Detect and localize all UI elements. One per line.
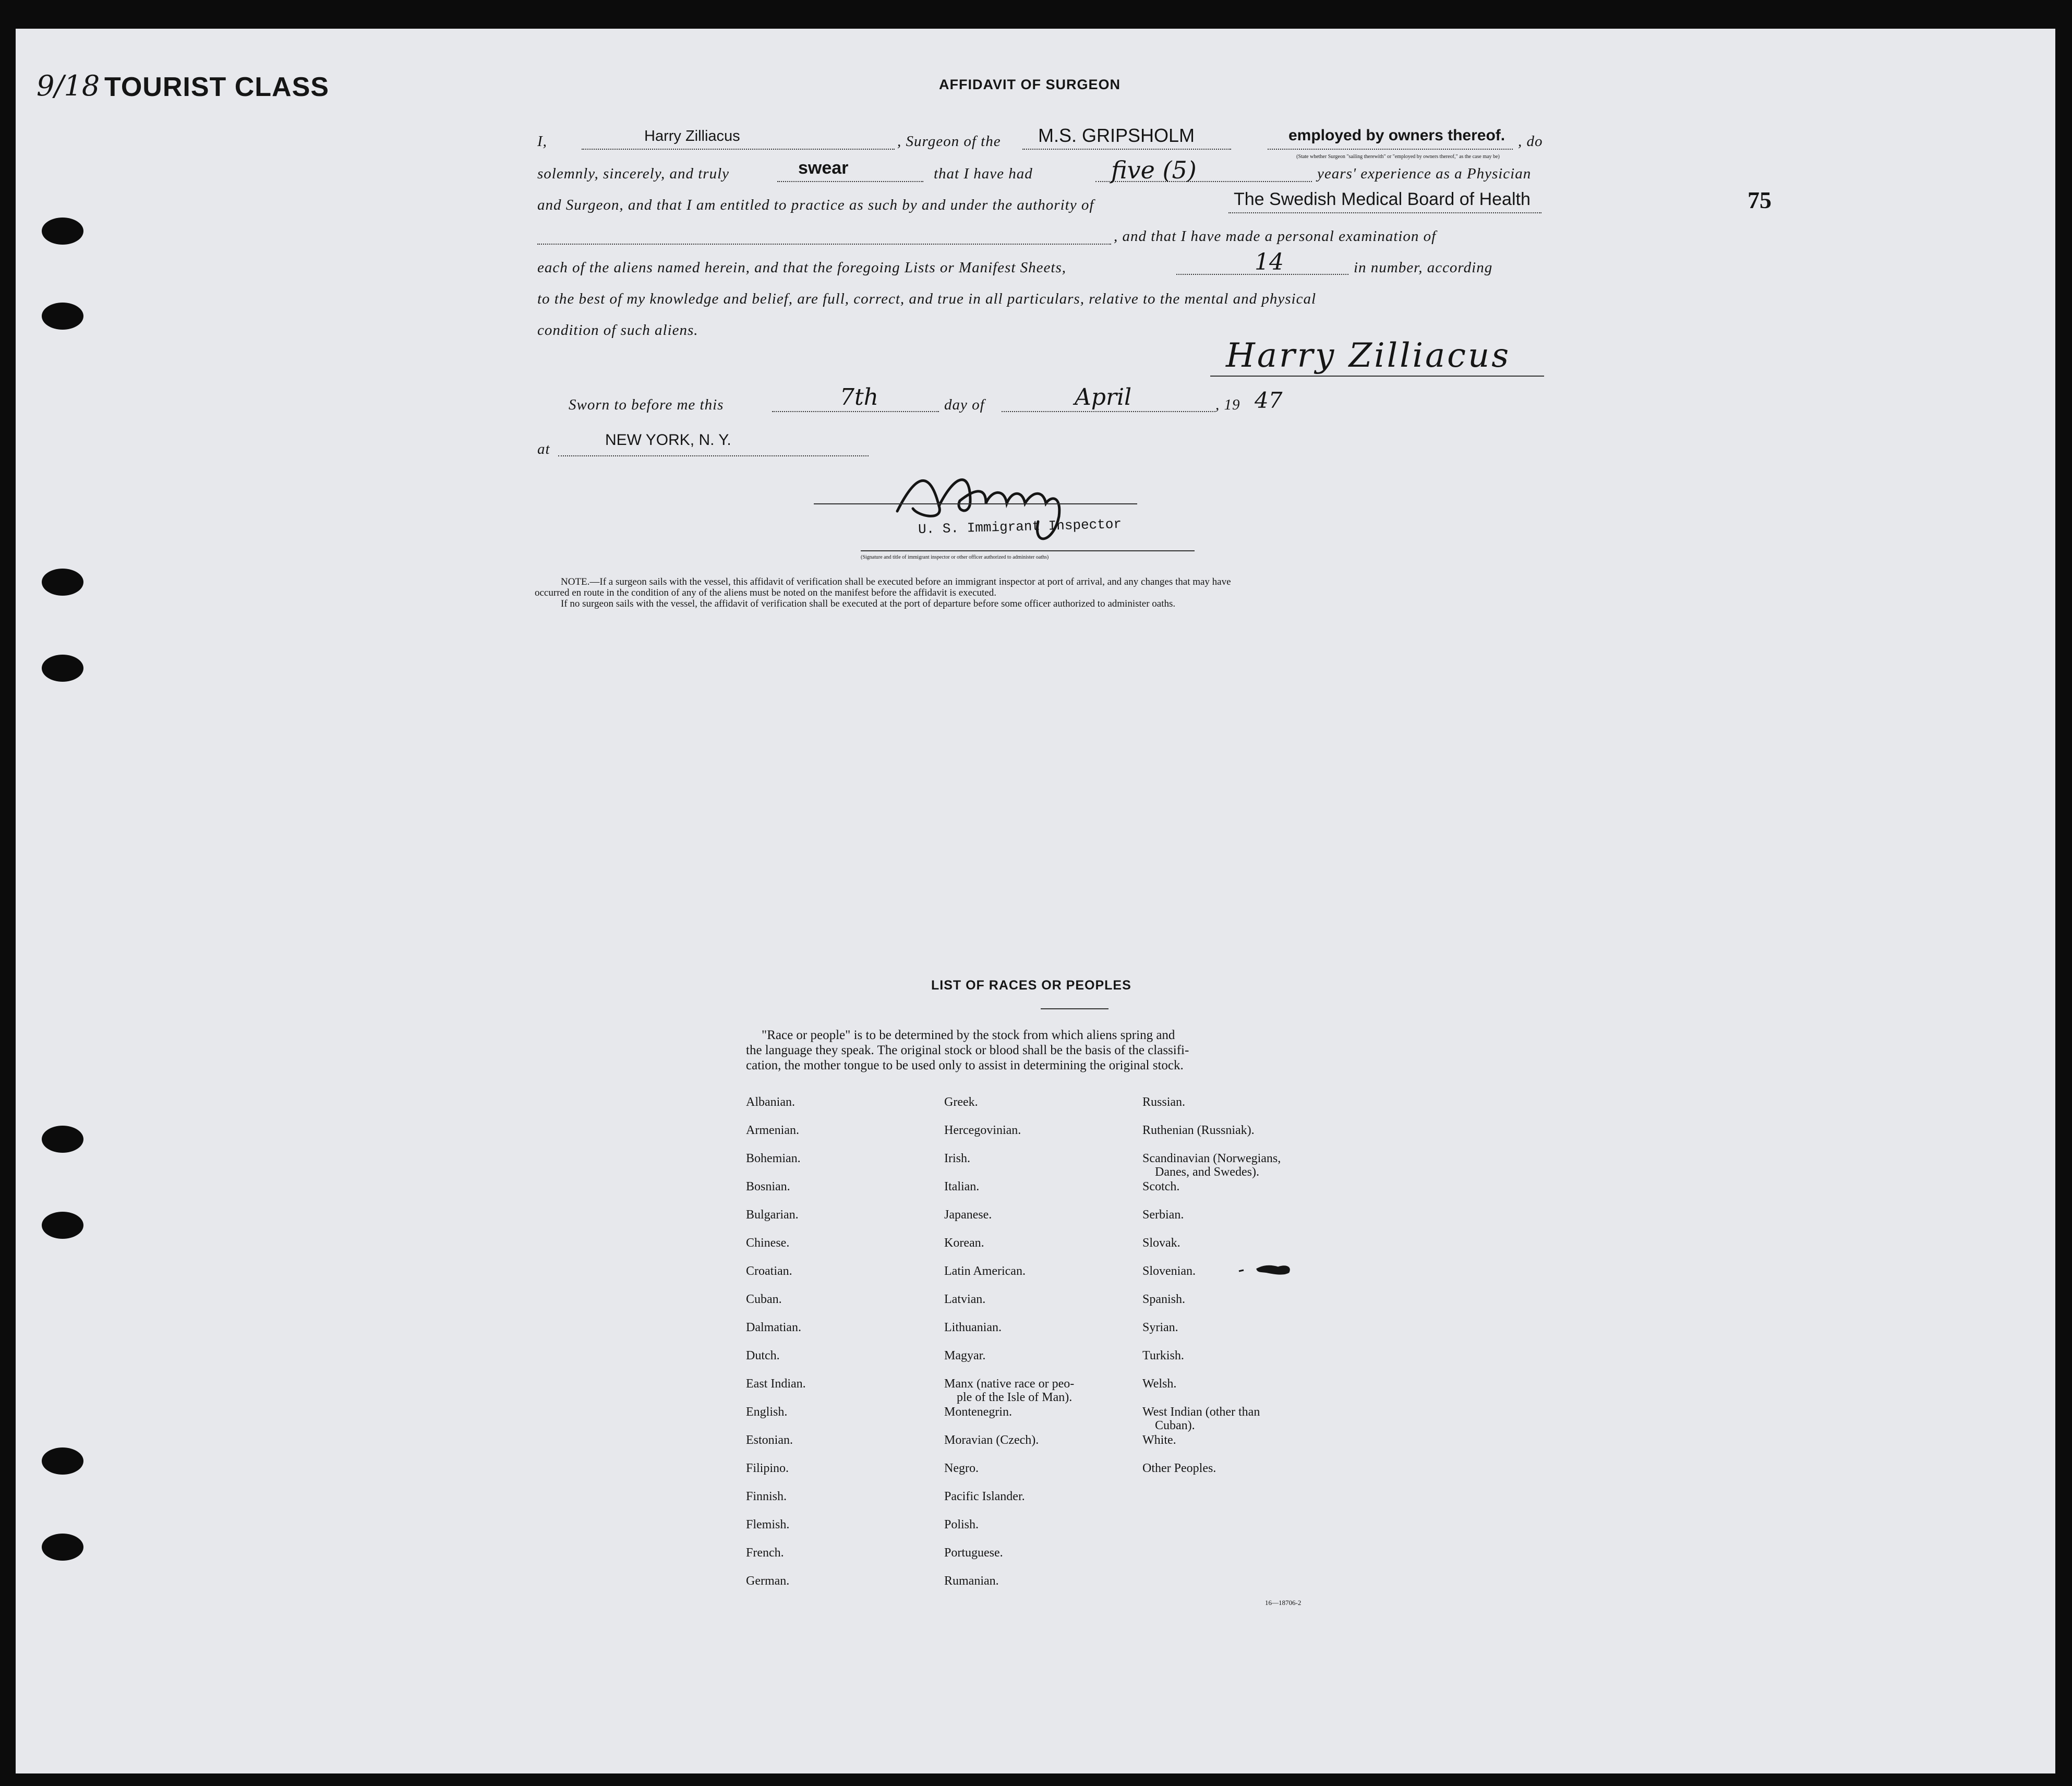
race-item: Polish. — [944, 1518, 979, 1531]
sworn-day: 7th — [840, 384, 879, 411]
race-item: White. — [1142, 1433, 1176, 1447]
races-intro-3: cation, the mother tongue to be used only to assist in determining the original stock. — [746, 1058, 1184, 1072]
race-item: Bohemian. — [746, 1152, 801, 1165]
form-number: 16—18706-2 — [1265, 1599, 1302, 1607]
punch-hole — [42, 1447, 83, 1475]
inspector-signature-line — [814, 503, 1137, 504]
race-item: Syrian. — [1142, 1321, 1178, 1334]
place: NEW YORK, N. Y. — [605, 431, 731, 449]
ship-name-field — [1022, 125, 1231, 150]
race-item: Japanese. — [944, 1208, 992, 1222]
punch-hole — [42, 303, 83, 330]
place-field — [558, 431, 869, 456]
text-at: at — [537, 441, 550, 457]
race-item: Negro. — [944, 1462, 979, 1475]
race-item: Ruthenian (Russniak). — [1142, 1124, 1255, 1137]
text-belief: to the best of my knowledge and belief, are full, correct, and true in all particulars, relative to the mental and physical — [537, 291, 1317, 307]
punch-hole — [42, 1126, 83, 1153]
race-item: Scandinavian (Norwegians, Danes, and Swedes). — [1142, 1152, 1281, 1179]
ink-blot — [1236, 1260, 1294, 1281]
race-item: Spanish. — [1142, 1293, 1186, 1306]
punch-hole — [42, 655, 83, 682]
race-item: Greek. — [944, 1095, 978, 1109]
race-item: Turkish. — [1142, 1349, 1184, 1362]
authority: The Swedish Medical Board of Health — [1234, 189, 1531, 209]
text-years-exp: years' experience as a Physician — [1317, 165, 1532, 182]
text-sworn: Sworn to before me this — [569, 396, 724, 413]
text-condition: condition of such aliens. — [537, 322, 698, 339]
text-examination: , and that I have made a personal examination of — [1114, 228, 1437, 245]
text-that-had: that I have had — [934, 165, 1033, 182]
race-item: Montenegrin. — [944, 1405, 1012, 1419]
races-title-rule — [1041, 1008, 1109, 1009]
race-item: Bulgarian. — [746, 1208, 799, 1222]
race-item: English. — [746, 1405, 788, 1419]
race-item: Lithuanian. — [944, 1321, 1002, 1334]
inspector-title-line — [861, 550, 1195, 551]
race-item: Russian. — [1142, 1095, 1186, 1109]
note-line-2: occurred en route in the condition of any of the aliens must be noted on the manifest before the affidavit is executed. — [535, 587, 996, 598]
month-field — [1002, 384, 1215, 412]
race-item: Dutch. — [746, 1349, 780, 1362]
text-solemnly: solemnly, sincerely, and truly — [537, 165, 730, 182]
race-item: Irish. — [944, 1152, 970, 1165]
race-item: Welsh. — [1142, 1377, 1177, 1391]
signature-line — [1210, 376, 1544, 377]
punch-hole — [42, 569, 83, 596]
oath-word: swear — [798, 158, 849, 178]
employment-field — [1268, 128, 1513, 150]
oath-field — [777, 160, 923, 182]
manifest-sheet — [16, 29, 2055, 1773]
race-item: West Indian (other than Cuban). — [1142, 1405, 1260, 1432]
text-day-of: day of — [944, 396, 985, 413]
race-item: Moravian (Czech). — [944, 1433, 1039, 1447]
surgeon-name-field — [582, 128, 895, 150]
text-i: I, — [537, 133, 547, 150]
race-item: Estonian. — [746, 1433, 793, 1447]
page-number: 75 — [1748, 187, 1772, 213]
race-item: Other Peoples. — [1142, 1462, 1216, 1475]
text-year-prefix: , 19 — [1215, 396, 1240, 413]
sheets-field — [1176, 249, 1348, 275]
race-item: Latvian. — [944, 1293, 986, 1306]
years-value: five (5) — [1111, 156, 1197, 184]
class-label: TOURIST CLASS — [104, 72, 329, 102]
race-item: Pacific Islander. — [944, 1490, 1025, 1503]
race-item: Filipino. — [746, 1462, 789, 1475]
race-item: Manx (native race or peo- ple of the Isle of Man). — [944, 1377, 1075, 1404]
race-item: Scotch. — [1142, 1180, 1180, 1193]
races-intro-2: the language they speak. The original stock or blood shall be the basis of the classifi- — [746, 1043, 1189, 1057]
punch-hole — [42, 218, 83, 245]
years-field — [1095, 156, 1312, 184]
affidavit-title: AFFIDAVIT OF SURGEON — [939, 77, 1121, 92]
inspector-hint: (Signature and title of immigrant inspector or other officer authorized to administer oaths) — [861, 554, 1049, 560]
punch-hole — [42, 1212, 83, 1239]
race-item: Slovenian. — [1142, 1264, 1196, 1278]
text-do: , do — [1518, 133, 1543, 150]
race-item: Rumanian. — [944, 1574, 999, 1588]
race-item: Korean. — [944, 1236, 984, 1250]
race-item: Chinese. — [746, 1236, 790, 1250]
sworn-year: 47 — [1255, 388, 1283, 413]
text-in-number: in number, according — [1354, 259, 1493, 276]
corner-mark: 9/18 — [37, 69, 100, 102]
races-intro-1: "Race or people" is to be determined by the stock from which aliens spring and — [762, 1028, 1175, 1042]
surgeon-signature: Harry Zilliacus — [1226, 336, 1511, 375]
race-item: Croatian. — [746, 1264, 792, 1278]
text-surgeon-of: , Surgeon of the — [897, 133, 1001, 150]
race-item: French. — [746, 1546, 784, 1560]
race-item: Cuban. — [746, 1293, 782, 1306]
race-item: Magyar. — [944, 1349, 986, 1362]
text-each-alien: each of the aliens named herein, and that the foregoing Lists or Manifest Sheets, — [537, 259, 1066, 276]
sworn-month: April — [1075, 384, 1132, 411]
ship-name: M.S. GRIPSHOLM — [1038, 125, 1195, 146]
race-item: Dalmatian. — [746, 1321, 801, 1334]
punch-hole — [42, 1534, 83, 1561]
surgeon-name: Harry Zilliacus — [644, 128, 740, 144]
employment: employed by owners thereof. — [1288, 127, 1505, 144]
authority-field — [1228, 191, 1541, 213]
race-item: Latin American. — [944, 1264, 1026, 1278]
race-item: German. — [746, 1574, 790, 1588]
authority-field-continued — [537, 223, 1111, 245]
race-item: East Indian. — [746, 1377, 806, 1391]
day-field — [772, 384, 939, 412]
employment-hint: (State whether Surgeon "sailing therewith" or "employed by owners thereof," as the case may be) — [1296, 154, 1500, 160]
race-item: Hercegovinian. — [944, 1124, 1021, 1137]
race-item: Albanian. — [746, 1095, 795, 1109]
inspector-title: U. S. Immigrant Inspector — [918, 516, 1122, 538]
race-item: Italian. — [944, 1180, 980, 1193]
note-line-1: NOTE.—If a surgeon sails with the vessel, this affidavit of verification shall be executed before an immigrant inspector at port of arrival, and any changes that may have — [561, 576, 1231, 587]
race-item: Serbian. — [1142, 1208, 1184, 1222]
note-line-3: If no surgeon sails with the vessel, the affidavit of verification shall be executed at the port of departure before some officer authorized to administer oaths. — [561, 598, 1176, 609]
race-item: Portuguese. — [944, 1546, 1003, 1560]
inspector-signature — [882, 459, 1116, 563]
race-item: Finnish. — [746, 1490, 787, 1503]
race-item: Slovak. — [1142, 1236, 1180, 1250]
text-and-surgeon: and Surgeon, and that I am entitled to practice as such by and under the authority of — [537, 197, 1094, 213]
race-item: Bosnian. — [746, 1180, 790, 1193]
races-title: LIST OF RACES OR PEOPLES — [931, 978, 1131, 993]
sheets-count: 14 — [1255, 249, 1284, 275]
race-item: Armenian. — [746, 1124, 799, 1137]
race-item: Flemish. — [746, 1518, 790, 1531]
